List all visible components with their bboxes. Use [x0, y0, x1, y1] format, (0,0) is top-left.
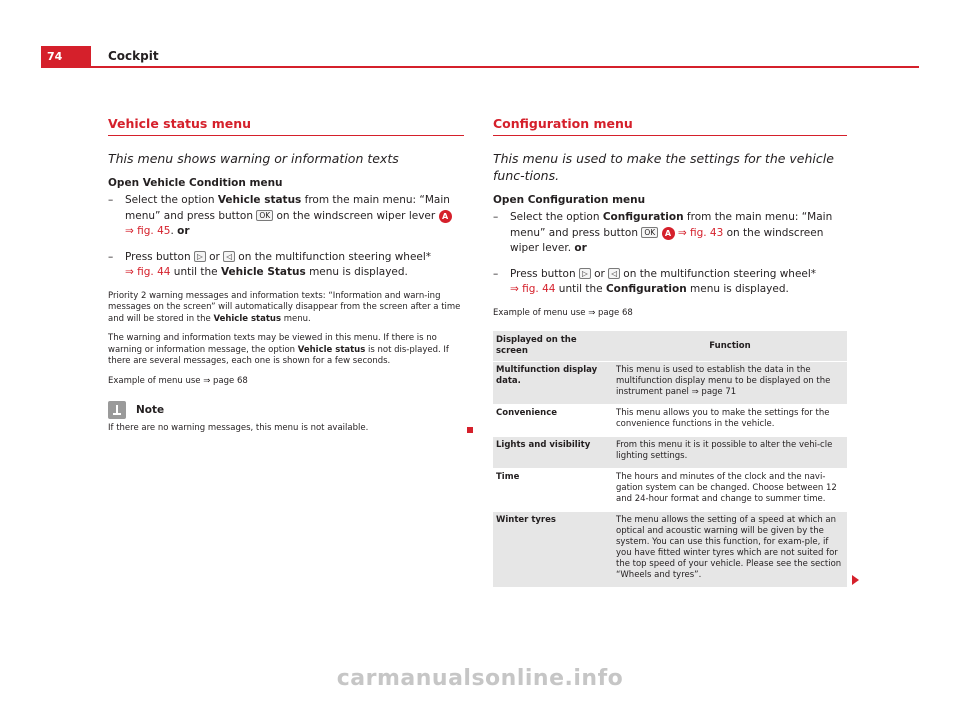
- col-header-displayed: Displayed on the screen: [493, 331, 613, 362]
- table-cell: Convenience: [493, 405, 613, 437]
- table-cell: This menu is used to establish the data in the multifunction display menu to be displayed on the instrument panel ⇒ page 71: [613, 362, 847, 405]
- list-item: – Press button ▷ or ◁ on the multifunction steering wheel* ⇒ fig. 44 until the Configuration menu is displayed.: [493, 267, 817, 295]
- table-cell: Lights and visibility: [493, 437, 613, 469]
- note-text: If there are no warning messages, this menu is not available.: [108, 423, 369, 433]
- table-row: [493, 437, 847, 469]
- table-row: [493, 405, 847, 437]
- note-title: Note: [136, 404, 165, 416]
- paragraph: The warning and information texts may be viewed in this menu. If there is no warning or information message, the option Vehicle status is not dis-played. If there are several messages, each one is shown for a few seconds.: [108, 333, 449, 366]
- fig-link[interactable]: ⇒ fig. 45: [125, 225, 171, 237]
- right-column: [493, 116, 847, 587]
- list-item: – Select the option Configuration from the main menu: “Main menu” and press button OK A ⇒ fig. 43 on the windscreen wiper lever. or: [493, 211, 833, 254]
- page-number: 74: [41, 46, 91, 68]
- table-cell: This menu allows you to make the settings for the convenience functions in the vehicle.: [613, 405, 847, 437]
- table-header-row: [493, 331, 847, 362]
- list-item: – Press button ▷ or ◁ on the multifunction steering wheel* ⇒ fig. 44 until the Vehicle Status menu is displayed.: [108, 250, 432, 278]
- left-arrow-key-icon: ◁: [608, 268, 620, 279]
- table-row: [493, 512, 847, 588]
- list-item: – Select the option Vehicle status from the main menu: “Main menu” and press button OK on the windscreen wiper lever A ⇒ fig. 45. or: [108, 194, 450, 237]
- left-arrow-key-icon: ◁: [223, 251, 235, 262]
- table-cell: The hours and minutes of the clock and the navi-gation system can be changed. Choose between 12 and 24-hour format and change to summer time.: [613, 469, 847, 512]
- table-cell: Multifunction display data.: [493, 362, 613, 405]
- menu-use-reference: Example of menu use ⇒ page 68: [493, 307, 633, 318]
- open-vehicle-condition-heading: Open Vehicle Condition menu: [108, 177, 283, 189]
- table-row: [493, 469, 847, 512]
- right-arrow-key-icon: ▷: [194, 251, 206, 262]
- ok-key-icon: OK: [256, 210, 273, 221]
- paragraph: Priority 2 warning messages and information texts: “Information and warn-ing messages on the screen” will automatically disappear from the screen after a time and will be stored in the Vehicle status menu.: [108, 290, 461, 324]
- dash-bullet: –: [493, 267, 499, 280]
- left-column: [108, 116, 464, 443]
- section-end-icon: [467, 427, 473, 433]
- table-row: [493, 362, 847, 405]
- fig-link[interactable]: ⇒ fig. 43: [677, 226, 724, 239]
- open-configuration-heading: Open Configuration menu: [493, 194, 646, 206]
- configuration-table: [493, 331, 847, 587]
- callout-a-icon: A: [662, 227, 675, 240]
- vehicle-status-subtitle: This menu shows warning or information texts: [108, 151, 399, 166]
- continue-arrow-icon: [852, 575, 859, 585]
- fig-link[interactable]: ⇒ fig. 44: [510, 283, 556, 295]
- dash-bullet: –: [493, 211, 499, 223]
- configuration-subtitle: This menu is used to make the settings for the vehicle func-tions.: [493, 151, 834, 183]
- menu-use-reference: Example of menu use ⇒ page 68: [108, 375, 248, 386]
- table-cell: Time: [493, 469, 613, 512]
- info-note-icon: [108, 401, 126, 419]
- section-title: Cockpit: [108, 49, 159, 63]
- header-rule: [91, 66, 919, 68]
- table-cell: The menu allows the setting of a speed at which an optical and acoustic warning will be given by the system. You can use this function, for exam-ple, if you have fitted winter tyres which are not suited for the top speed of your vehicle. Please see the section “Wheels and tyres”.: [613, 512, 847, 588]
- dash-bullet: –: [108, 194, 114, 206]
- table-cell: Winter tyres: [493, 512, 613, 588]
- callout-a-icon: A: [439, 210, 452, 223]
- table-cell: From this menu it is it possible to alter the vehi-cle lighting settings.: [613, 437, 847, 469]
- watermark: carmanualsonline.info: [336, 666, 624, 691]
- dash-bullet: –: [108, 250, 114, 263]
- col-header-function: Function: [613, 331, 847, 362]
- fig-link[interactable]: ⇒ fig. 44: [125, 266, 171, 278]
- vehicle-status-title: Vehicle status menu: [108, 116, 464, 136]
- right-arrow-key-icon: ▷: [579, 268, 591, 279]
- note-header: [108, 401, 464, 419]
- configuration-title: Configuration menu: [493, 116, 847, 136]
- ok-key-icon: OK: [641, 227, 658, 238]
